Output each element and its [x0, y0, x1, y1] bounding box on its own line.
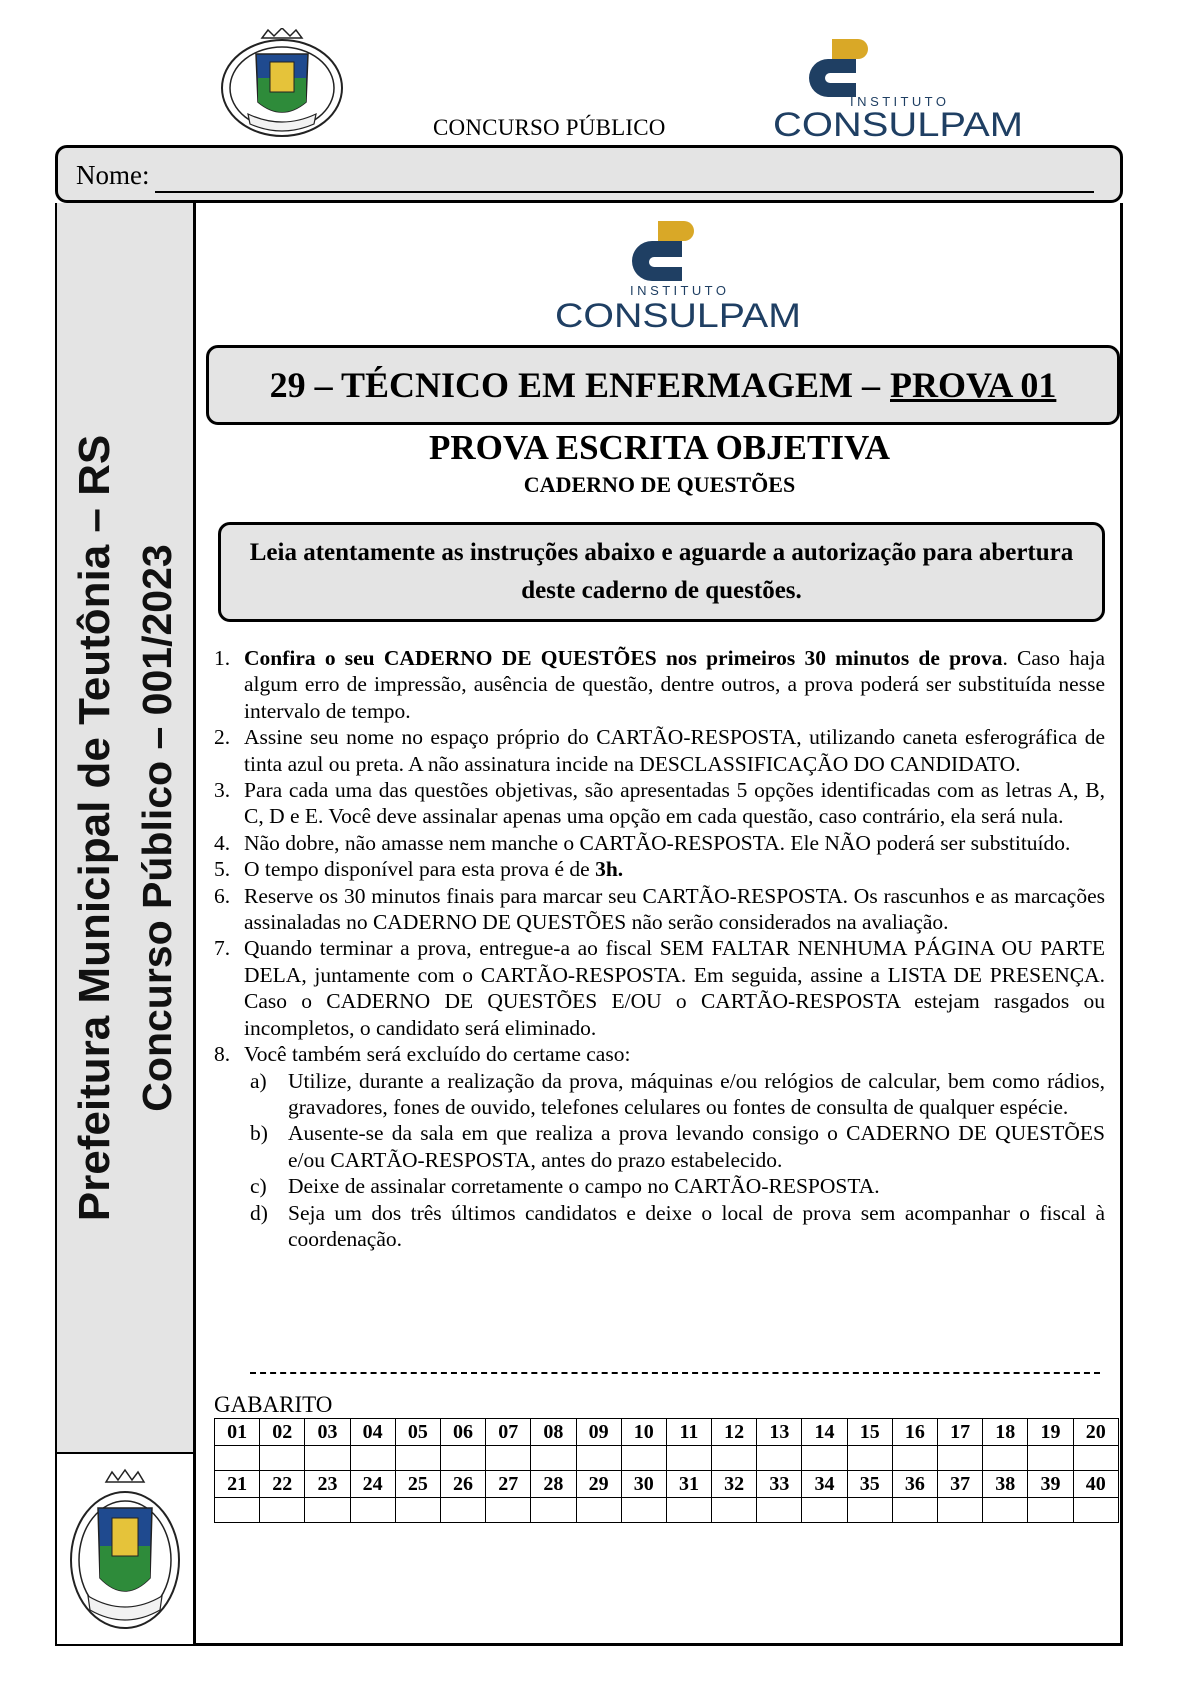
gabarito-answer-cell[interactable]	[847, 1498, 892, 1523]
gabarito-question-number: 01	[215, 1419, 260, 1446]
consulpam-logo-main	[548, 217, 808, 333]
instruction-item	[214, 856, 1105, 882]
gabarito-question-number: 08	[531, 1419, 576, 1446]
gabarito-question-number: 05	[395, 1419, 440, 1446]
brand-name: CONSULPAM	[773, 106, 1023, 140]
instruction-text: Você também será excluído do certame caso:	[244, 1042, 631, 1067]
gabarito-answer-cell[interactable]	[395, 1446, 440, 1471]
gabarito-question-number: 27	[486, 1471, 531, 1498]
exclusion-text: Ausente-se da sala em que realiza a prova levando consigo o CADERNO DE QUESTÕES e/ou CARTÃO-RESPOSTA, antes do prazo estabelecido.	[288, 1121, 1105, 1172]
gabarito-answer-cell[interactable]	[531, 1498, 576, 1523]
gabarito-question-number: 32	[712, 1471, 757, 1498]
gabarito-question-number: 37	[938, 1471, 983, 1498]
gabarito-answer-cell[interactable]	[757, 1446, 802, 1471]
gabarito-answer-cell[interactable]	[260, 1446, 305, 1471]
gabarito-question-number: 29	[576, 1471, 621, 1498]
gabarito-question-number: 33	[757, 1471, 802, 1498]
gabarito-answer-cell[interactable]	[621, 1498, 666, 1523]
gabarito-question-number: 28	[531, 1471, 576, 1498]
gabarito-question-number: 17	[938, 1419, 983, 1446]
exam-title-box	[206, 345, 1120, 425]
gabarito-row-answers-2	[215, 1498, 1119, 1523]
gabarito-answer-cell[interactable]	[892, 1446, 937, 1471]
instructions-notice-box	[218, 522, 1105, 622]
gabarito-answer-cell[interactable]	[892, 1498, 937, 1523]
gabarito-question-number: 02	[260, 1419, 305, 1446]
gabarito-answer-cell[interactable]	[802, 1498, 847, 1523]
gabarito-label: GABARITO	[214, 1392, 333, 1417]
gabarito-answer-cell[interactable]	[666, 1498, 711, 1523]
gabarito-question-number: 11	[666, 1419, 711, 1446]
gabarito-question-number: 25	[395, 1471, 440, 1498]
gabarito-answer-cell[interactable]	[983, 1498, 1028, 1523]
gabarito-question-number: 39	[1028, 1471, 1073, 1498]
gabarito-question-number: 22	[260, 1471, 305, 1498]
instruction-number: 2.	[214, 725, 231, 750]
prova-escrita-title: PROVA ESCRITA OBJETIVA	[429, 428, 890, 467]
brand-main-top-word: I N S T I T U T O	[629, 283, 727, 298]
gabarito-question-number: 07	[486, 1419, 531, 1446]
gabarito-answer-cell[interactable]	[305, 1498, 350, 1523]
sidebar-vertical-title	[63, 228, 187, 1428]
gabarito-answer-cell[interactable]	[712, 1446, 757, 1471]
gabarito-answer-cell[interactable]	[576, 1446, 621, 1471]
instruction-item	[214, 777, 1105, 830]
gabarito-row-header-1	[215, 1419, 1119, 1446]
instruction-number: 8.	[214, 1042, 231, 1067]
instruction-text: Para cada uma das questões objetivas, são apresentadas 5 opções identificadas com as letras A, B, C, D e E. Você deve assinalar apenas uma opção em cada questão, caso contrário, ela será nula.	[244, 778, 1105, 829]
name-input-line[interactable]	[155, 191, 1094, 193]
gabarito-question-number: 21	[215, 1471, 260, 1498]
exclusion-letter: a)	[250, 1068, 267, 1093]
exclusion-text: Deixe de assinalar corretamente o campo no CARTÃO-RESPOSTA.	[288, 1174, 880, 1199]
teutonia-seal-logo	[218, 28, 346, 140]
gabarito-question-number: 16	[892, 1419, 937, 1446]
instruction-item	[214, 830, 1105, 856]
exclusion-letter: b)	[250, 1121, 268, 1146]
instruction-number: 5.	[214, 857, 231, 882]
exclusion-letter: c)	[250, 1174, 267, 1199]
instruction-text: Reserve os 30 minutos finais para marcar seu CARTÃO-RESPOSTA. Os rascunhos e as marcações assinaladas no CADERNO DE QUESTÕES não serão considerados na avaliação.	[244, 883, 1105, 935]
gabarito-answer-cell[interactable]	[576, 1498, 621, 1523]
gabarito-question-number: 36	[892, 1471, 937, 1498]
gabarito-question-number: 06	[440, 1419, 485, 1446]
exclusion-item	[244, 1200, 1105, 1253]
gabarito-question-number: 40	[1073, 1471, 1118, 1498]
instruction-text: Não dobre, não amasse nem manche o CARTÃO-RESPOSTA. Ele NÃO poderá ser substituído.	[244, 830, 1071, 855]
gabarito-answer-cell[interactable]	[938, 1446, 983, 1471]
exclusion-text: Seja um dos três últimos candidatos e deixe o local de prova sem acompanhar o fiscal à coordenação.	[288, 1200, 1105, 1251]
gabarito-answer-cell[interactable]	[847, 1446, 892, 1471]
exclusion-text: Utilize, durante a realização da prova, máquinas e/ou relógios de calcular, bem como rádios, gravadores, fones de ouvido, telefones celulares ou fontes de consulta de qualquer espécie.	[288, 1068, 1105, 1119]
gabarito-answer-cell[interactable]	[712, 1498, 757, 1523]
gabarito-question-number: 12	[712, 1419, 757, 1446]
gabarito-answer-cell[interactable]	[757, 1498, 802, 1523]
consulpam-logo	[768, 36, 1028, 140]
gabarito-question-number: 35	[847, 1471, 892, 1498]
exclusion-item	[244, 1120, 1105, 1173]
gabarito-answer-cell[interactable]	[305, 1446, 350, 1471]
gabarito-answer-cell[interactable]	[486, 1446, 531, 1471]
sidebar-line1: Prefeitura Municipal de Teutônia – RS	[70, 434, 119, 1222]
instruction-bold-text: Confira o seu CADERNO DE QUESTÕES nos primeiros 30 minutos de prova	[244, 646, 1003, 670]
gabarito-answer-cell[interactable]	[440, 1446, 485, 1471]
gabarito-question-number: 38	[983, 1471, 1028, 1498]
gabarito-answer-cell[interactable]	[215, 1498, 260, 1523]
gabarito-answer-cell[interactable]	[1028, 1446, 1073, 1471]
instruction-number: 6.	[214, 883, 231, 908]
exclusion-item	[244, 1173, 1105, 1199]
gabarito-answer-cell[interactable]	[486, 1498, 531, 1523]
instruction-number: 7.	[214, 936, 231, 961]
instruction-text: Assine seu nome no espaço próprio do CARTÃO-RESPOSTA, utilizando caneta esferográfica de tinta azul ou preta. A não assinatura incide na DESCLASSIFICAÇÃO DO CANDIDATO.	[244, 725, 1105, 776]
gabarito-question-number: 14	[802, 1419, 847, 1446]
gabarito-answer-cell[interactable]	[260, 1498, 305, 1523]
gabarito-answer-cell[interactable]	[1028, 1498, 1073, 1523]
gabarito-question-number: 03	[305, 1419, 350, 1446]
concurso-publico-label: CONCURSO PÚBLICO	[433, 115, 666, 140]
gabarito-answer-cell[interactable]	[350, 1498, 395, 1523]
gabarito-answer-cell[interactable]	[938, 1498, 983, 1523]
exam-prova-number: PROVA 01	[890, 365, 1057, 405]
gabarito-question-number: 23	[305, 1471, 350, 1498]
instruction-item	[214, 1041, 1105, 1252]
caderno-subtitle: CADERNO DE QUESTÕES	[523, 472, 796, 497]
name-field-bar	[55, 145, 1123, 203]
gabarito-question-number: 09	[576, 1419, 621, 1446]
sidebar-line2: Concurso Público – 001/2023	[134, 544, 180, 1112]
gabarito-question-number: 26	[440, 1471, 485, 1498]
gabarito-answer-cell[interactable]	[440, 1498, 485, 1523]
instruction-bold-text: 3h.	[595, 857, 624, 882]
teutonia-seal-logo-side	[66, 1468, 184, 1633]
instruction-number: 4.	[214, 830, 231, 855]
brand-top-word: I N S T I T U T O	[849, 94, 947, 109]
instruction-item	[214, 935, 1105, 1041]
gabarito-answer-cell[interactable]	[1073, 1498, 1118, 1523]
gabarito-table	[214, 1418, 1119, 1523]
instruction-number: 1.	[214, 646, 231, 670]
gabarito-question-number: 31	[666, 1471, 711, 1498]
notice-text: Leia atentamente as instruções abaixo e aguarde a autorização para abertura deste caderno de questões.	[249, 539, 1074, 604]
gabarito-question-number: 24	[350, 1471, 395, 1498]
brand-main-name: CONSULPAM	[555, 297, 801, 333]
gabarito-answer-cell[interactable]	[350, 1446, 395, 1471]
gabarito-answer-cell[interactable]	[395, 1498, 440, 1523]
name-label: Nome:	[76, 160, 150, 190]
exclusion-item	[244, 1068, 1105, 1121]
gabarito-answer-cell[interactable]	[621, 1446, 666, 1471]
exam-title: 29 – TÉCNICO EM ENFERMAGEM –	[269, 365, 880, 405]
instruction-item	[214, 883, 1105, 936]
gabarito-question-number: 10	[621, 1419, 666, 1446]
gabarito-answer-cell[interactable]	[215, 1446, 260, 1471]
gabarito-question-number: 04	[350, 1419, 395, 1446]
instruction-number: 3.	[214, 778, 231, 803]
exclusion-sublist	[244, 1068, 1105, 1253]
gabarito-answer-cell[interactable]	[666, 1446, 711, 1471]
gabarito-question-number: 13	[757, 1419, 802, 1446]
gabarito-question-number: 20	[1073, 1419, 1118, 1446]
instruction-text: Quando terminar a prova, entregue-a ao fiscal SEM FALTAR NENHUMA PÁGINA OU PARTE DELA, juntamente com o CARTÃO-RESPOSTA. Em seguida, assine a LISTA DE PRESENÇA. Caso o CADERNO DE QUESTÕES E/OU o CARTÃO-RESPOSTA estejam rasgados ou incompletos, o candidato será eliminado.	[244, 936, 1105, 1040]
gabarito-question-number: 30	[621, 1471, 666, 1498]
gabarito-answer-cell[interactable]	[802, 1446, 847, 1471]
cut-line-divider	[250, 1372, 1100, 1374]
exclusion-letter: d)	[250, 1200, 268, 1225]
instruction-item	[214, 645, 1105, 724]
gabarito-question-number: 15	[847, 1419, 892, 1446]
gabarito-answer-cell[interactable]	[531, 1446, 576, 1471]
instruction-text: . Caso haja algum erro de impressão, ausência de questão, dentre outros, a prova poderá ser substituída nesse intervalo de tempo.	[244, 646, 1106, 723]
gabarito-row-header-2	[215, 1471, 1119, 1498]
gabarito-question-number: 18	[983, 1419, 1028, 1446]
gabarito-answer-cell[interactable]	[1073, 1446, 1118, 1471]
gabarito-question-number: 34	[802, 1471, 847, 1498]
gabarito-row-answers-1	[215, 1446, 1119, 1471]
instruction-item	[214, 724, 1105, 777]
instructions-list	[214, 645, 1105, 1252]
instruction-text: O tempo disponível para esta prova é de	[244, 857, 596, 882]
gabarito-answer-cell[interactable]	[983, 1446, 1028, 1471]
gabarito-question-number: 19	[1028, 1419, 1073, 1446]
